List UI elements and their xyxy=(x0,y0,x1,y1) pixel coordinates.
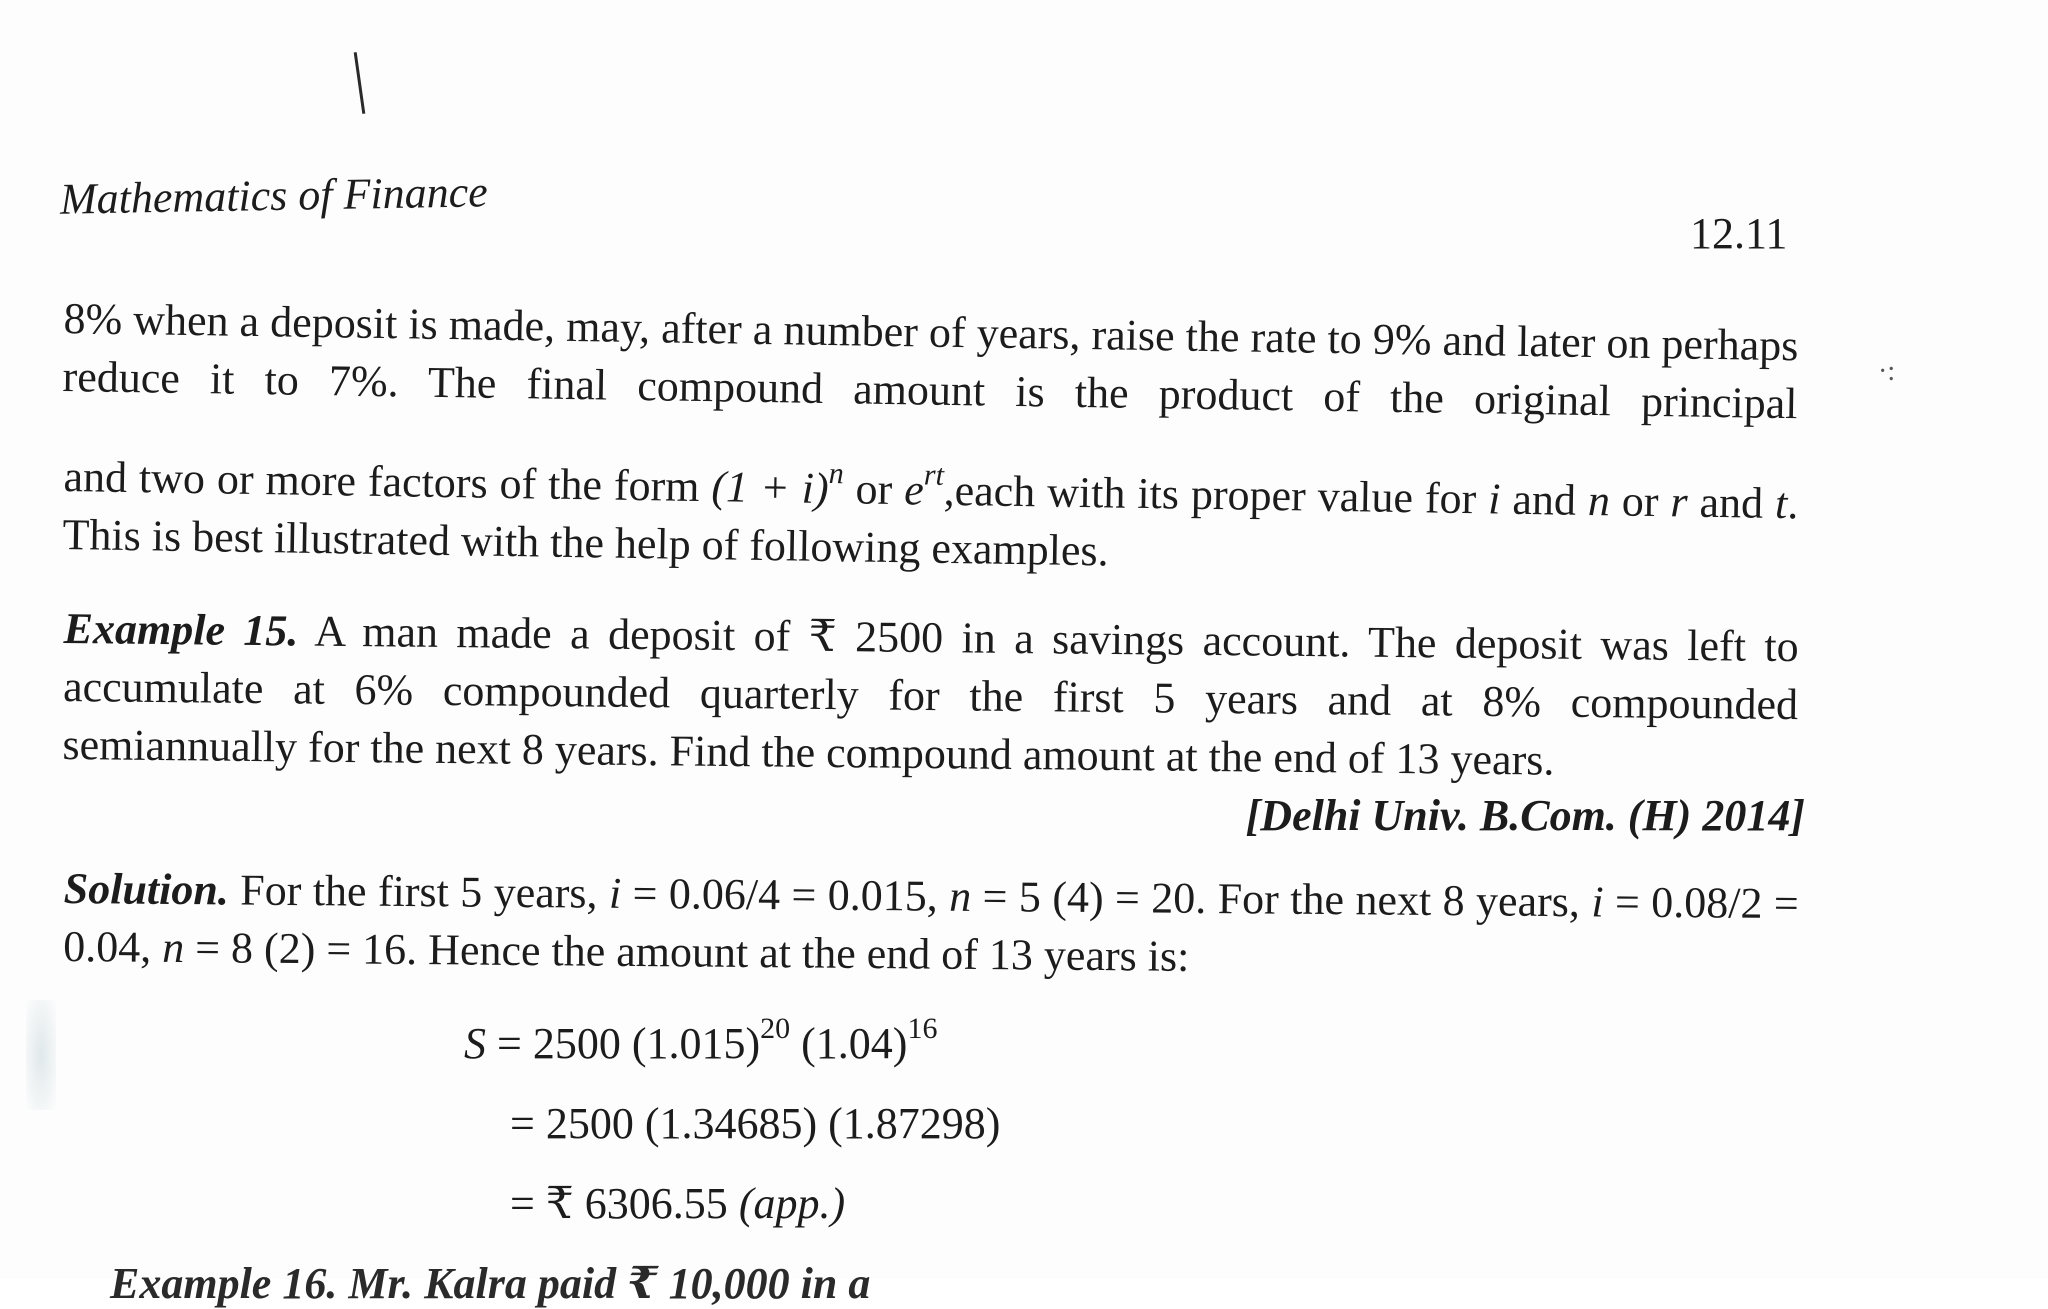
equation-text: (1.04) xyxy=(790,1019,908,1068)
solution-paragraph xyxy=(63,860,1799,991)
math-variable: S xyxy=(464,1019,486,1068)
page-number: 12.11 xyxy=(1690,209,1788,258)
text-run: or xyxy=(1609,476,1671,527)
example-text: A man made a deposit of ₹ 2500 in a savings account. The deposit was left to accumulate at 6% compounded quarterly for the first 5 years and at 8% compounded semiannually for the next 8 years. Find the compound amount at the end of 13 years. xyxy=(62,606,1799,785)
cut-off-text: Example 16. Mr. Kalra paid ₹ 10,000 in a xyxy=(110,1259,871,1308)
text-run: = 0.06/4 = 0.015, xyxy=(621,868,950,921)
math-variable: n xyxy=(949,871,972,921)
cut-off-line xyxy=(110,1259,910,1308)
text-run: or xyxy=(843,464,905,515)
math-variable: r xyxy=(1670,477,1689,527)
math-expression: e xyxy=(903,465,925,515)
equation-line-2 xyxy=(510,1098,1000,1149)
text-run: and xyxy=(1500,474,1589,525)
math-variable: t xyxy=(1774,478,1788,529)
paragraph-intro xyxy=(62,290,1799,433)
math-variable: i xyxy=(608,868,622,918)
text-run: = 8 (2) = 16. Hence the amount at the end of 13 years is: xyxy=(184,923,1190,981)
math-variable: n xyxy=(1587,475,1611,526)
text-run: . This is best illustrated with the help of following examples. xyxy=(62,479,1799,576)
math-variable: i xyxy=(1487,474,1501,524)
superscript: 20 xyxy=(760,1012,791,1045)
superscript: rt xyxy=(923,458,945,492)
paragraph-factors xyxy=(62,448,1799,591)
text-run: For the first 5 years, xyxy=(228,865,610,918)
text-run: = 0.08/2 = 0.04, xyxy=(63,877,1799,972)
running-head: Mathematics of Finance xyxy=(59,167,489,224)
text-run: and two or more factors of the form xyxy=(63,451,712,512)
example-paragraph xyxy=(62,600,1799,792)
text-run: = 5 (4) = 20. For the next 8 years, xyxy=(971,871,1592,927)
equation-line-1 xyxy=(464,1012,938,1069)
text-run: ,each with its proper value for xyxy=(943,465,1489,524)
example-label: Example 15. xyxy=(63,603,299,656)
math-variable: n xyxy=(162,922,185,973)
superscript: 16 xyxy=(907,1012,938,1045)
superscript: n xyxy=(828,457,845,491)
equation-line-3 xyxy=(510,1178,845,1229)
solution-label: Solution. xyxy=(63,863,230,915)
page-shadow xyxy=(26,1000,56,1110)
equation-text: = ₹ 6306.55 xyxy=(510,1179,739,1228)
citation: [Delhi Univ. B.Com. (H) 2014] xyxy=(1245,791,1805,840)
approx-note: (app.) xyxy=(738,1179,846,1228)
math-expression: (1 + i) xyxy=(711,462,829,514)
pen-mark xyxy=(354,52,366,114)
equation-text: = 2500 (1.015) xyxy=(486,1019,761,1068)
text-run: and xyxy=(1687,477,1776,528)
stray-mark: ·: xyxy=(1878,356,1896,387)
equation-text: = 2500 (1.34685) (1.87298) xyxy=(510,1099,1001,1148)
math-variable: i xyxy=(1591,877,1604,927)
paragraph-text: 8% when a deposit is made, may, after a number of years, raise the rate to 9% and later on perhaps reduce it to 7%. The final compound amount is the product of the original principal xyxy=(62,293,1799,429)
